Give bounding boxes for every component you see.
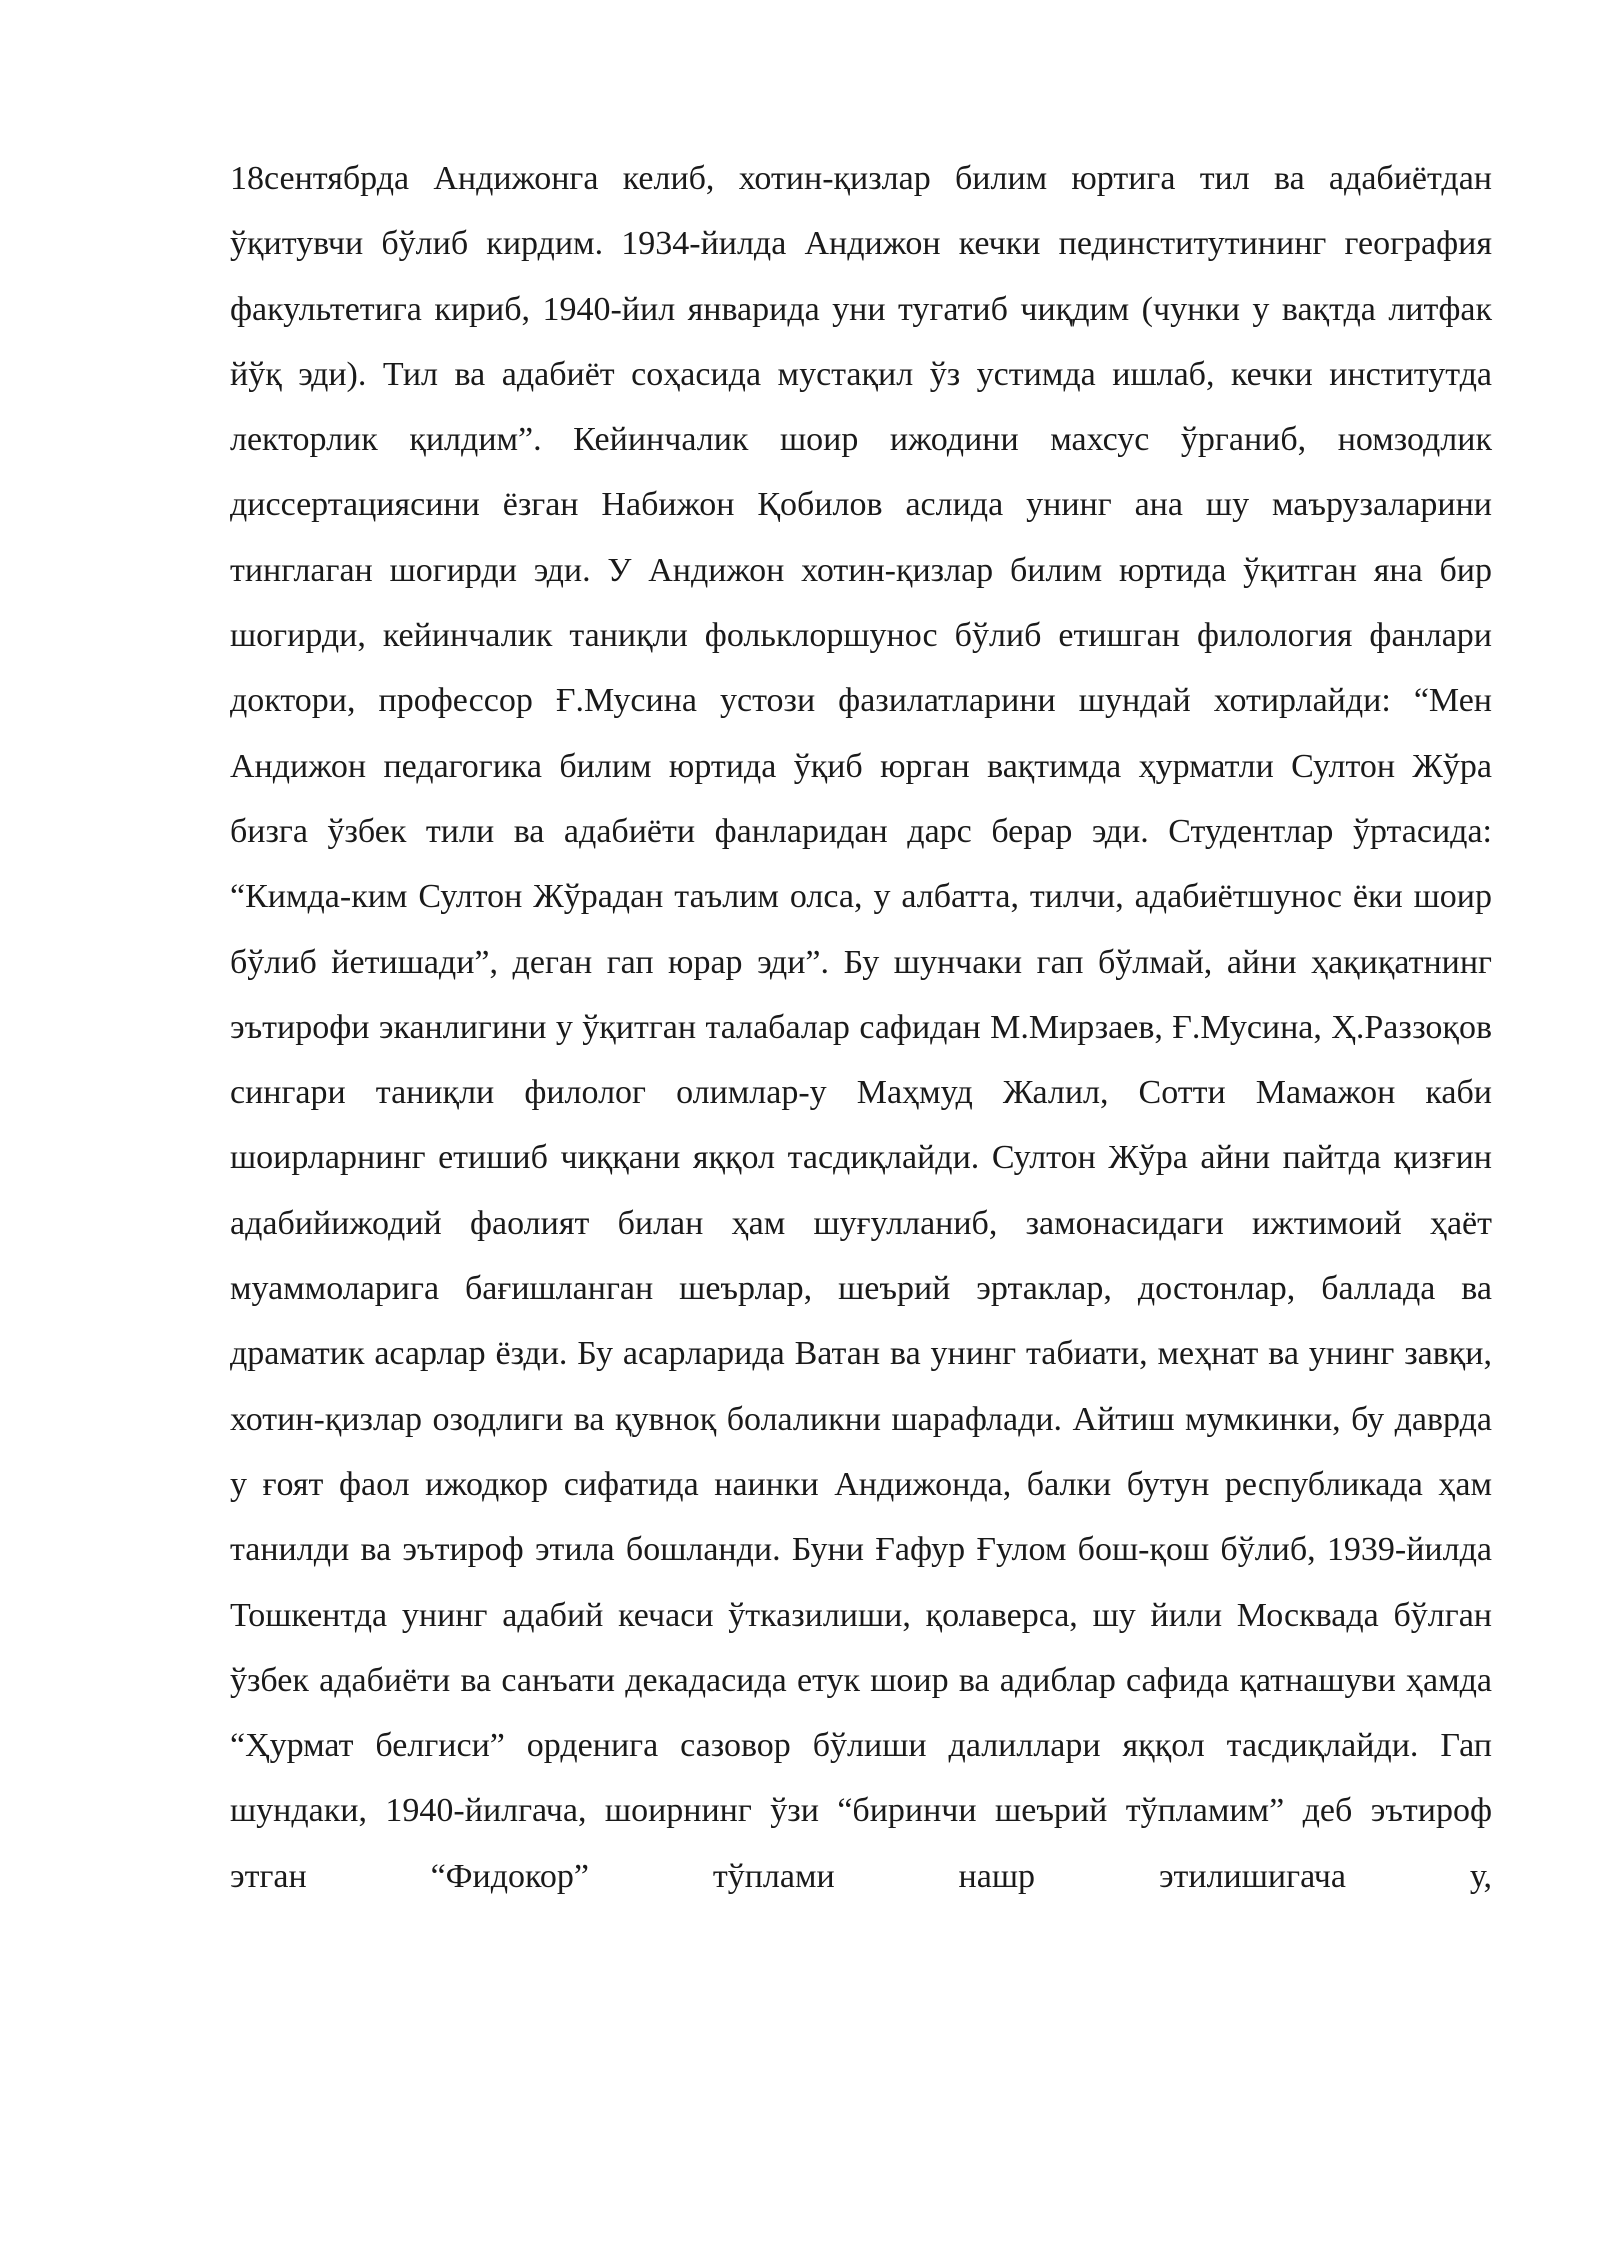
body-paragraph: 18сентябрда Андижонга келиб, хотин-қизлар билим юртига тил ва адабиётдан ўқитувчи бўлиб кирдим. 1934-йилда Андижон кечки пединститутининг география факультетига кириб, 1940-йил январида уни тугатиб чиқдим (чунки у вақтда литфак йўқ эди). Тил ва адабиёт соҳасида мустақил ўз устимда ишлаб, кечки институтда лекторлик қилдим”. Кейинчалик шоир ижодини махсус ўрганиб, номзодлик диссертациясини ёзган Набижон Қобилов аслида унинг ана шу маърузаларини тинглаган шогирди эди. У Андижон хотин-қизлар билим юртида ўқитган яна бир шогирди, кейинчалик таниқли фольклоршунос бўлиб етишган филология фанлари доктори, профессор Ғ.Мусина устози фазилатларини шундай хотирлайди: “Мен Андижон педагогика билим юртида ўқиб юрган вақтимда ҳурматли Султон Жўра бизга ўзбек тили ва адабиёти фанларидан дарс берар эди. Студентлар ўртасида: “Кимда-ким Султон Жўрадан таълим олса, у албатта, тилчи, адабиётшунос ёки шоир бўлиб йетишади”, деган гап юрар эди”. Бу шунчаки гап бўлмай, айни ҳақиқатнинг эътирофи эканлигини у ўқитган талабалар сафидан М.Мирзаев, Ғ.Мусина, Ҳ.Раззоқов сингари таниқли филолог олимлар-у Маҳмуд Жалил, Сотти Мамажон каби шоирларнинг етишиб чиққани яққол тасдиқлайди. Султон Жўра айни пайтда қизғин адабийижодий фаолият билан ҳам шуғулланиб, замонасидаги ижтимоий ҳаёт муаммоларига бағишланган шеърлар, шеърий эртаклар, достонлар, баллада ва драматик асарлар ёзди. Бу асарларида Ватан ва унинг табиати, меҳнат ва унинг завқи, хотин-қизлар озодлиги ва қувноқ болаликни шарафлади. Айтиш мумкинки, бу даврда у ғоят фаол ижодкор сифатида наинки Андижонда, балки бутун республикада ҳам танилди ва эътироф этила бошланди. Буни Ғафур Ғулом бош-қош бўлиб, 1939-йилда Тошкентда унинг адабий кечаси ўтказилиши, қолаверса, шу йили Москвада бўлган ўзбек адабиёти ва санъати декадасида етук шоир ва адиблар сафида қатнашуви ҳамда “Ҳурмат белгиси” орденига сазовор бўлиши далиллари яққол тасдиқлайди. Гап шундаки, 1940-йилгача, шоирнинг ўзи “биринчи шеърий тўпламим” деб эътироф этган “Фидокор” тўплами нашр этилишигача у, bbox=[230, 160, 1492, 1895]
